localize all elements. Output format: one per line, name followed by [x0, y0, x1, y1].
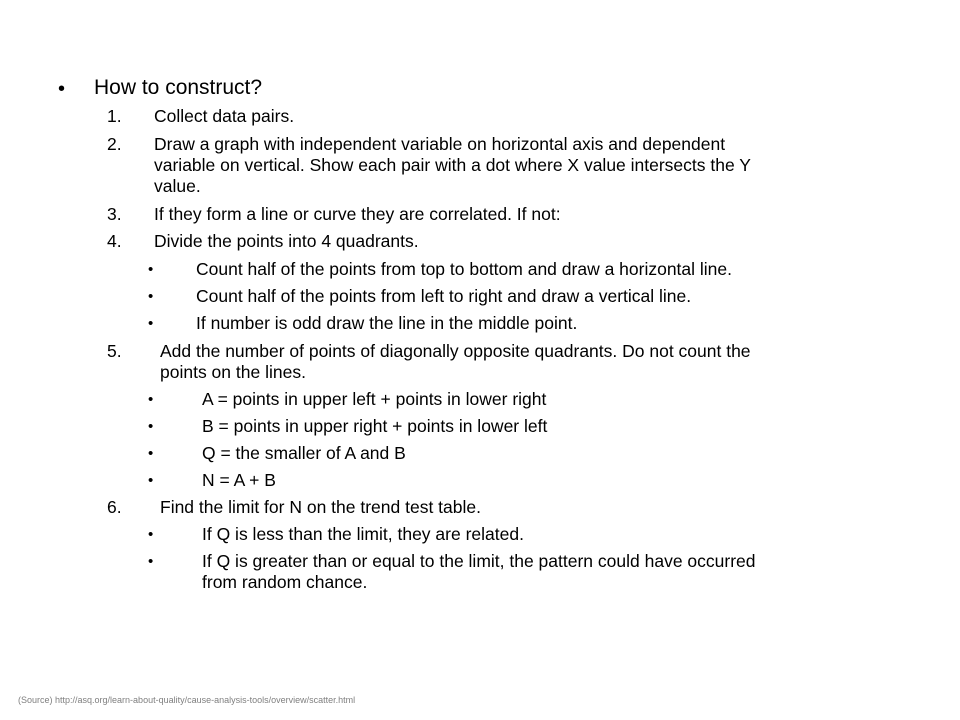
step-2-number: 2.: [107, 134, 122, 154]
step-1-number: 1.: [107, 106, 122, 126]
step-5-number: 5.: [107, 341, 122, 361]
step-5-bullet-1: A = points in upper left + points in lower right: [202, 389, 547, 409]
step-4-bullet-1: Count half of the points from top to bottom and draw a horizontal line.: [196, 259, 733, 279]
slide-heading: How to construct?: [94, 76, 263, 99]
step-6-bullet-2-line-2: from random chance.: [202, 572, 368, 592]
step-4-bullet-1-dot: •: [148, 261, 154, 278]
step-4-bullet-2-dot: •: [148, 288, 154, 305]
step-5-bullet-4: N = A + B: [202, 470, 276, 490]
main-bullet: •: [58, 78, 66, 100]
step-6-bullet-2-line-1: If Q is greater than or equal to the limit, the pattern could have occurred: [202, 551, 756, 571]
step-5-bullet-3: Q = the smaller of A and B: [202, 443, 406, 463]
source-citation: (Source) http://asq.org/learn-about-quality/cause-analysis-tools/overview/scatter.html: [18, 695, 356, 705]
step-3-text: If they form a line or curve they are correlated. If not:: [154, 204, 561, 224]
step-2-line-2: variable on vertical. Show each pair with a dot where X value intersects the Y: [154, 155, 751, 175]
step-4-bullet-2: Count half of the points from left to right and draw a vertical line.: [196, 286, 692, 306]
step-5-line-1: Add the number of points of diagonally opposite quadrants. Do not count the: [160, 341, 751, 361]
step-2-line-3: value.: [154, 176, 201, 196]
step-5-line-2: points on the lines.: [160, 362, 306, 382]
step-5-bullet-2-dot: •: [148, 418, 154, 435]
step-4-text: Divide the points into 4 quadrants.: [154, 231, 419, 251]
step-6-text: Find the limit for N on the trend test table.: [160, 497, 481, 517]
step-6-bullet-2-dot: •: [148, 553, 154, 570]
step-4-number: 4.: [107, 231, 122, 251]
step-6-number: 6.: [107, 497, 122, 517]
step-5-bullet-1-dot: •: [148, 391, 154, 408]
step-6-bullet-1-dot: •: [148, 526, 154, 543]
step-4-bullet-3: If number is odd draw the line in the middle point.: [196, 313, 578, 333]
step-6-bullet-1: If Q is less than the limit, they are related.: [202, 524, 524, 544]
step-5-bullet-4-dot: •: [148, 472, 154, 489]
step-2-line-1: Draw a graph with independent variable on horizontal axis and dependent: [154, 134, 726, 154]
step-5-bullet-2: B = points in upper right + points in lower left: [202, 416, 548, 436]
step-3-number: 3.: [107, 204, 122, 224]
step-4-bullet-3-dot: •: [148, 315, 154, 332]
step-1-text: Collect data pairs.: [154, 106, 295, 126]
step-5-bullet-3-dot: •: [148, 445, 154, 462]
